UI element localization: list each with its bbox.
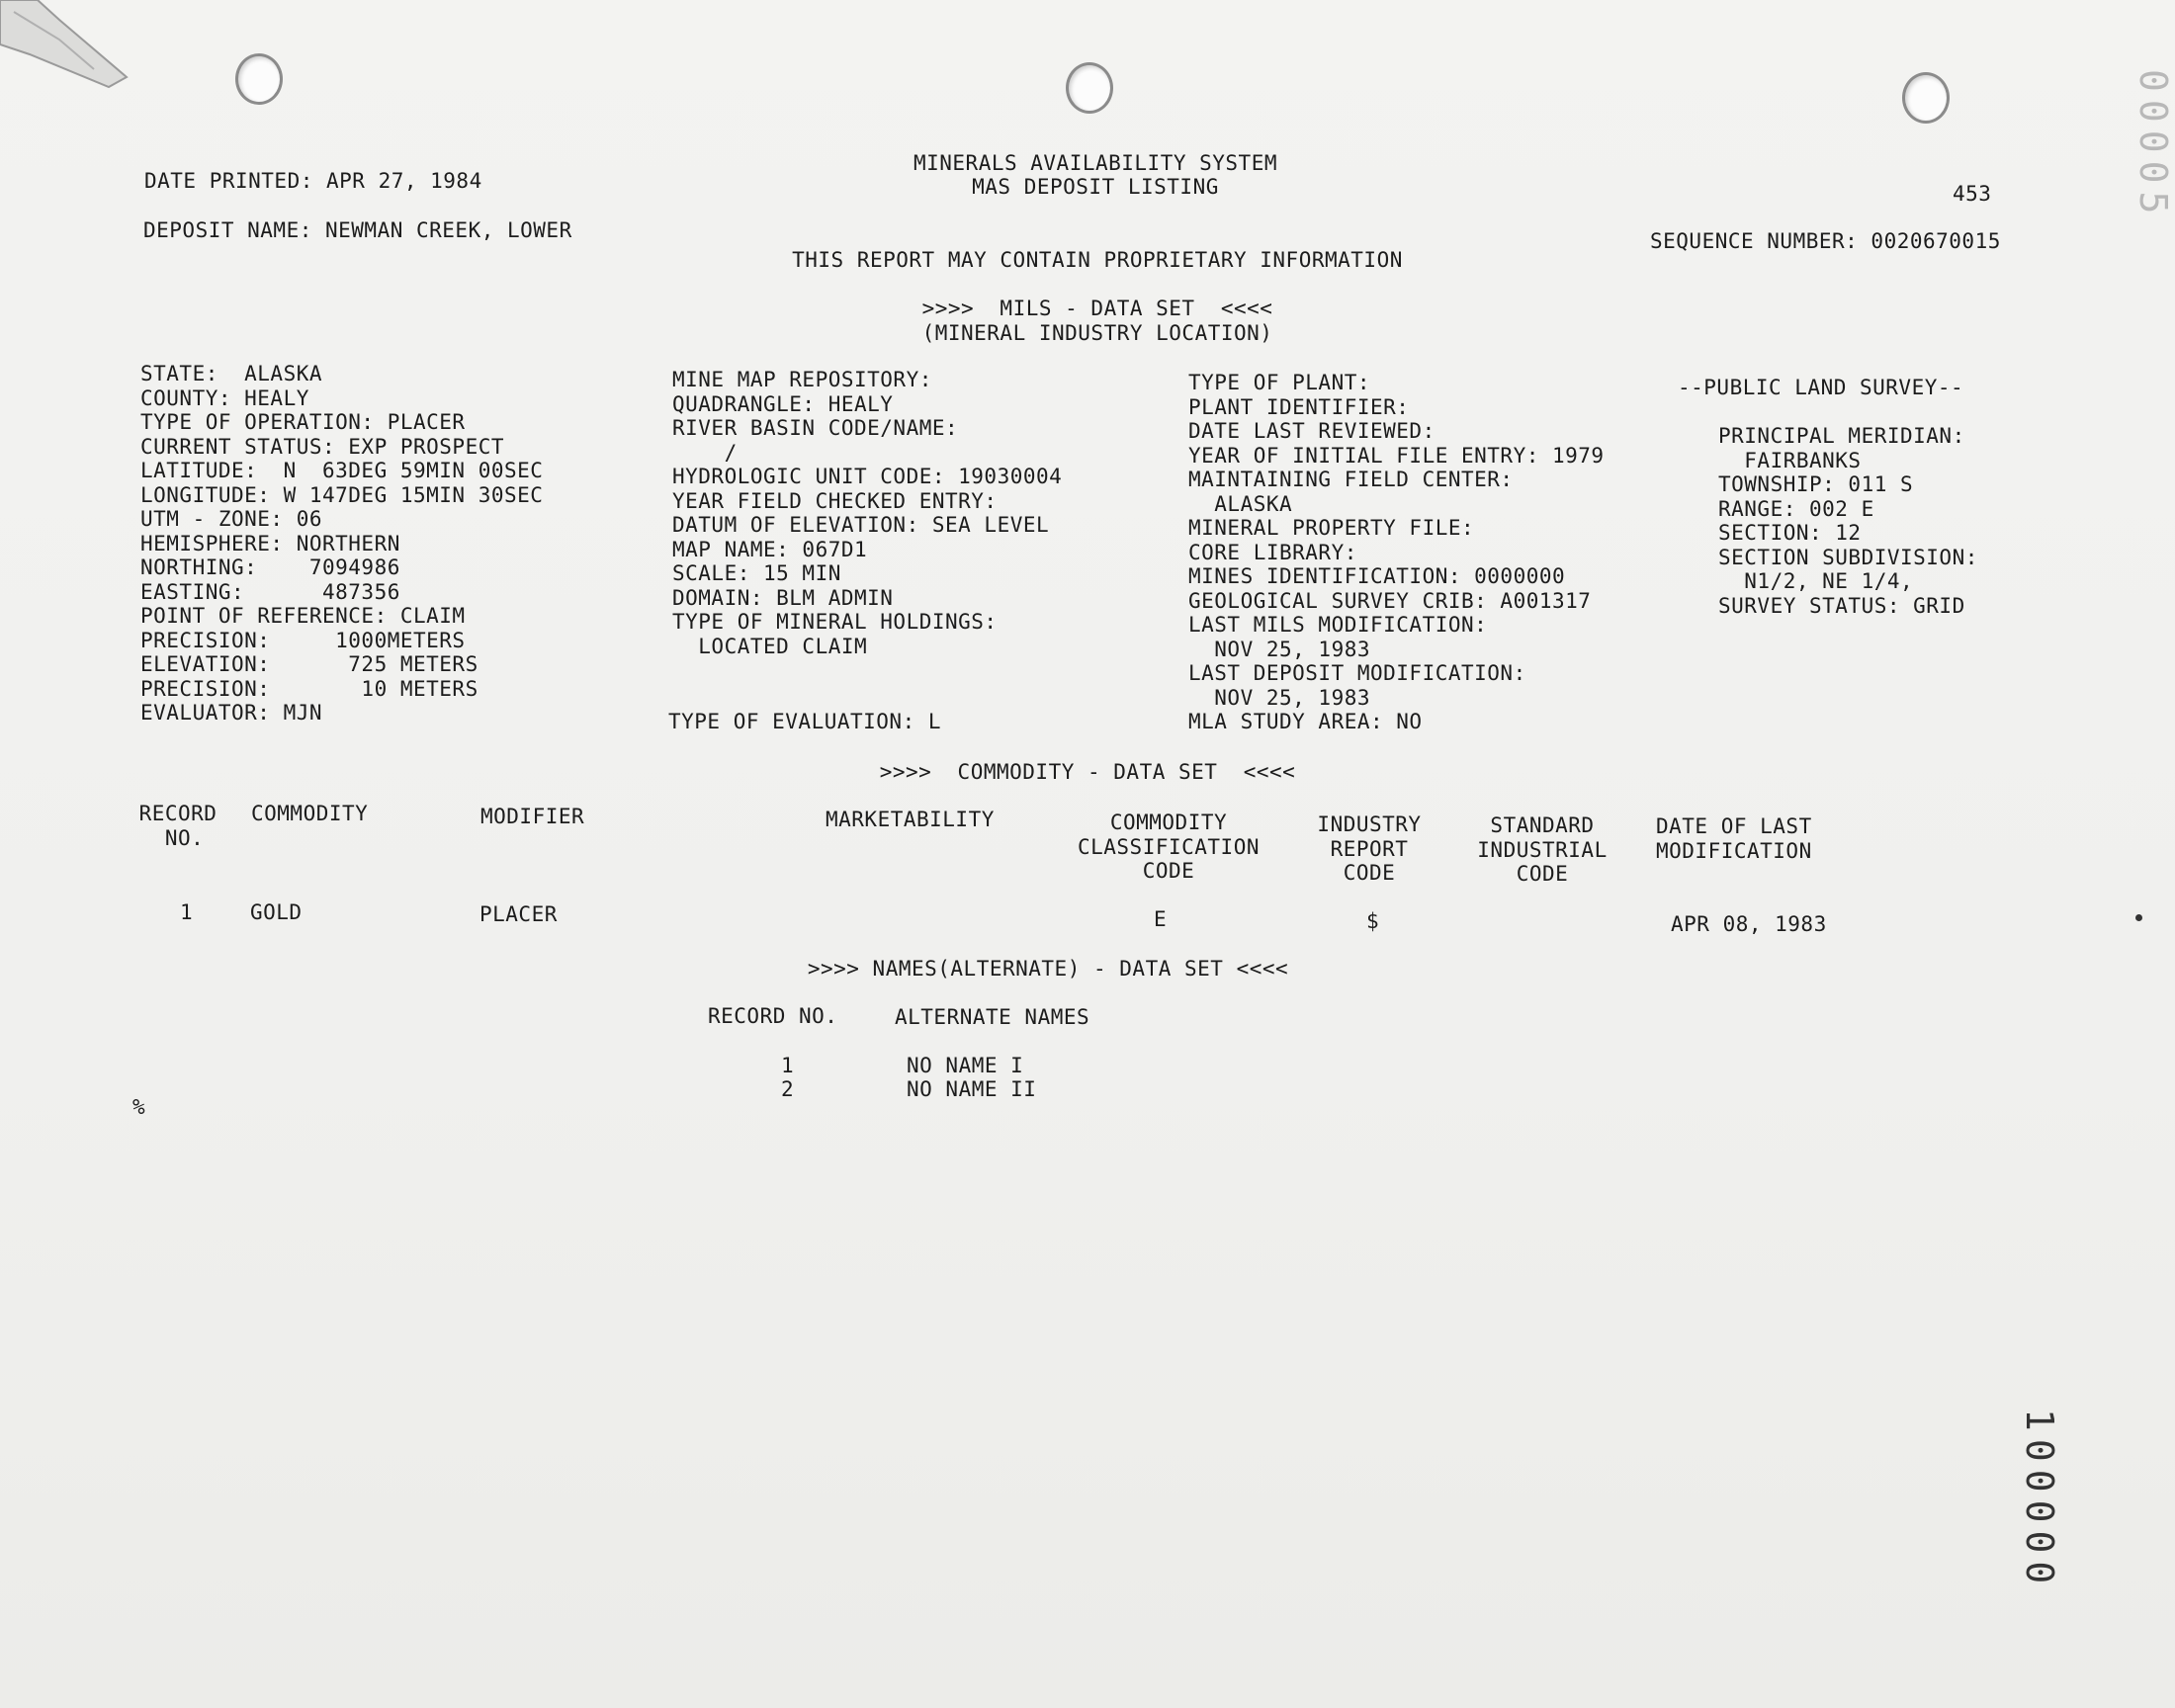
mils-plant-line: MINES IDENTIFICATION: 0000000 xyxy=(1188,564,1566,588)
col-classification-header: COMMODITY CLASSIFICATION CODE xyxy=(1077,811,1260,883)
mils-plant-line: ALASKA xyxy=(1188,491,1293,516)
mils-location-line: PRECISION: 10 METERS xyxy=(140,676,478,701)
commodity-row-modifier: PLACER xyxy=(479,902,558,926)
sequence-number: SEQUENCE NUMBER: 0020670015 xyxy=(1650,229,2001,253)
deposit-name: DEPOSIT NAME: NEWMAN CREEK, LOWER xyxy=(143,218,572,242)
names-row-2-name: NO NAME II xyxy=(907,1077,1037,1101)
commodity-row-record: 1 xyxy=(180,900,194,924)
mils-repository-column xyxy=(672,368,1062,658)
mils-repository-line: DATUM OF ELEVATION: SEA LEVEL xyxy=(672,513,1050,537)
margin-dot xyxy=(2135,914,2142,921)
commodity-heading: >>>> COMMODITY - DATA SET <<<< xyxy=(879,760,1296,784)
mils-plant-line: PLANT IDENTIFIER: xyxy=(1188,394,1410,419)
mils-repository-line: LOCATED CLAIM xyxy=(672,634,868,658)
public-land-survey-line: FAIRBANKS xyxy=(1718,448,1862,472)
public-land-survey-line: PRINCIPAL MERIDIAN: xyxy=(1718,424,1965,448)
mils-location-line: PRECISION: 1000METERS xyxy=(140,628,466,652)
public-land-survey-line: SECTION SUBDIVISION: xyxy=(1718,545,1978,569)
mils-subheading: (MINERAL INDUSTRY LOCATION) xyxy=(921,321,1273,345)
col-commodity-header: COMMODITY xyxy=(251,802,369,825)
names-col-alternate-header: ALTERNATE NAMES xyxy=(895,1005,1090,1029)
mils-plant-line: LAST MILS MODIFICATION: xyxy=(1188,613,1488,637)
mils-location-line: POINT OF REFERENCE: CLAIM xyxy=(140,604,466,628)
public-land-survey-line: SURVEY STATUS: GRID xyxy=(1718,593,1965,618)
page-number: 453 xyxy=(1953,182,1992,206)
footer-percent-mark: % xyxy=(132,1095,146,1119)
mils-plant-line: LAST DEPOSIT MODIFICATION: xyxy=(1188,661,1526,685)
system-title: MINERALS AVAILABILITY SYSTEM xyxy=(913,151,1277,175)
mils-plant-line: DATE LAST REVIEWED: xyxy=(1188,419,1436,443)
col-date-header: DATE OF LAST MODIFICATION xyxy=(1656,814,1812,863)
mils-plant-line: CORE LIBRARY: xyxy=(1188,540,1357,564)
listing-title: MAS DEPOSIT LISTING xyxy=(972,175,1219,199)
mils-plant-line: NOV 25, 1983 xyxy=(1188,637,1371,661)
stamp-number-top: 00005 xyxy=(2132,69,2175,222)
mils-repository-line: TYPE OF MINERAL HOLDINGS: xyxy=(672,610,998,634)
names-heading: >>>> NAMES(ALTERNATE) - DATA SET <<<< xyxy=(807,957,1289,981)
mils-location-line: EVALUATOR: MJN xyxy=(140,701,323,725)
mils-location-line: ELEVATION: 725 METERS xyxy=(140,652,478,676)
mils-location-line: TYPE OF OPERATION: PLACER xyxy=(140,410,466,434)
punch-hole-right xyxy=(1902,72,1950,124)
public-land-survey-column xyxy=(1718,424,1978,618)
public-land-survey-line: SECTION: 12 xyxy=(1718,521,1862,545)
punch-hole-left xyxy=(235,53,283,105)
mils-location-line: NORTHING: 7094986 xyxy=(140,555,400,579)
mils-plant-line: GEOLOGICAL SURVEY CRIB: A001317 xyxy=(1188,588,1592,613)
mils-heading: >>>> MILS - DATA SET <<<< xyxy=(921,297,1273,320)
mils-repository-line: RIVER BASIN CODE/NAME: xyxy=(672,416,959,440)
col-industry-header: INDUSTRY REPORT CODE xyxy=(1317,812,1422,885)
mils-plant-line: YEAR OF INITIAL FILE ENTRY: 1979 xyxy=(1188,443,1605,468)
punch-hole-center xyxy=(1066,62,1113,114)
mils-repository-line: YEAR FIELD CHECKED ENTRY: xyxy=(672,488,998,513)
mils-location-line: HEMISPHERE: NORTHERN xyxy=(140,531,400,555)
mils-plant-column xyxy=(1188,371,1605,734)
public-land-survey-line: N1/2, NE 1/4, xyxy=(1718,569,1914,593)
type-of-evaluation: TYPE OF EVALUATION: L xyxy=(668,710,942,733)
commodity-row-commodity: GOLD xyxy=(250,900,303,924)
mils-location-line: LONGITUDE: W 147DEG 15MIN 30SEC xyxy=(140,482,544,507)
col-record-header: RECORD NO. xyxy=(138,802,218,850)
mils-plant-line: MINERAL PROPERTY FILE: xyxy=(1188,516,1475,540)
mils-location-line: UTM - ZONE: 06 xyxy=(140,507,323,531)
mils-repository-line: MINE MAP REPOSITORY: xyxy=(672,368,932,391)
col-marketability-header: MARKETABILITY xyxy=(826,808,995,831)
names-row-2-record: 2 xyxy=(781,1077,795,1101)
date-printed: DATE PRINTED: APR 27, 1984 xyxy=(144,169,482,193)
mils-location-line: CURRENT STATUS: EXP PROSPECT xyxy=(140,434,505,459)
mils-repository-line: HYDROLOGIC UNIT CODE: 19030004 xyxy=(672,465,1063,488)
commodity-row-industry: $ xyxy=(1366,909,1380,933)
mils-location-line: LATITUDE: N 63DEG 59MIN 00SEC xyxy=(140,459,544,482)
col-modifier-header: MODIFIER xyxy=(480,805,585,828)
mils-repository-line: SCALE: 15 MIN xyxy=(672,561,841,585)
mils-plant-line: TYPE OF PLANT: xyxy=(1188,371,1371,394)
col-standard-header: STANDARD INDUSTRIAL CODE xyxy=(1477,813,1608,886)
stamp-number-bottom: 100000 xyxy=(2018,1409,2061,1592)
public-land-survey-line: TOWNSHIP: 011 S xyxy=(1718,472,1914,496)
mils-location-line: STATE: ALASKA xyxy=(140,362,323,385)
public-land-survey-heading: --PUBLIC LAND SURVEY-- xyxy=(1678,376,1964,399)
mils-repository-line: / xyxy=(672,440,738,465)
public-land-survey-line: RANGE: 002 E xyxy=(1718,496,1874,521)
mils-repository-line: QUADRANGLE: HEALY xyxy=(672,391,894,416)
commodity-row-date: APR 08, 1983 xyxy=(1671,912,1827,936)
mils-location-line: COUNTY: HEALY xyxy=(140,385,309,410)
names-row-1-record: 1 xyxy=(781,1054,795,1077)
names-col-record-header: RECORD NO. xyxy=(708,1004,838,1028)
mils-location-line: EASTING: 487356 xyxy=(140,579,400,604)
mils-repository-line: DOMAIN: BLM ADMIN xyxy=(672,585,894,610)
mils-location-column xyxy=(140,362,543,726)
folded-corner-graphic xyxy=(0,0,129,109)
commodity-row-classification: E xyxy=(1154,907,1168,931)
mils-repository-line: MAP NAME: 067D1 xyxy=(672,537,868,561)
proprietary-notice: THIS REPORT MAY CONTAIN PROPRIETARY INFORMATION xyxy=(792,248,1403,272)
mils-plant-line: NOV 25, 1983 xyxy=(1188,685,1371,710)
mils-plant-line: MAINTAINING FIELD CENTER: xyxy=(1188,468,1514,491)
mils-plant-line: MLA STUDY AREA: NO xyxy=(1188,710,1423,733)
names-row-1-name: NO NAME I xyxy=(907,1054,1024,1077)
